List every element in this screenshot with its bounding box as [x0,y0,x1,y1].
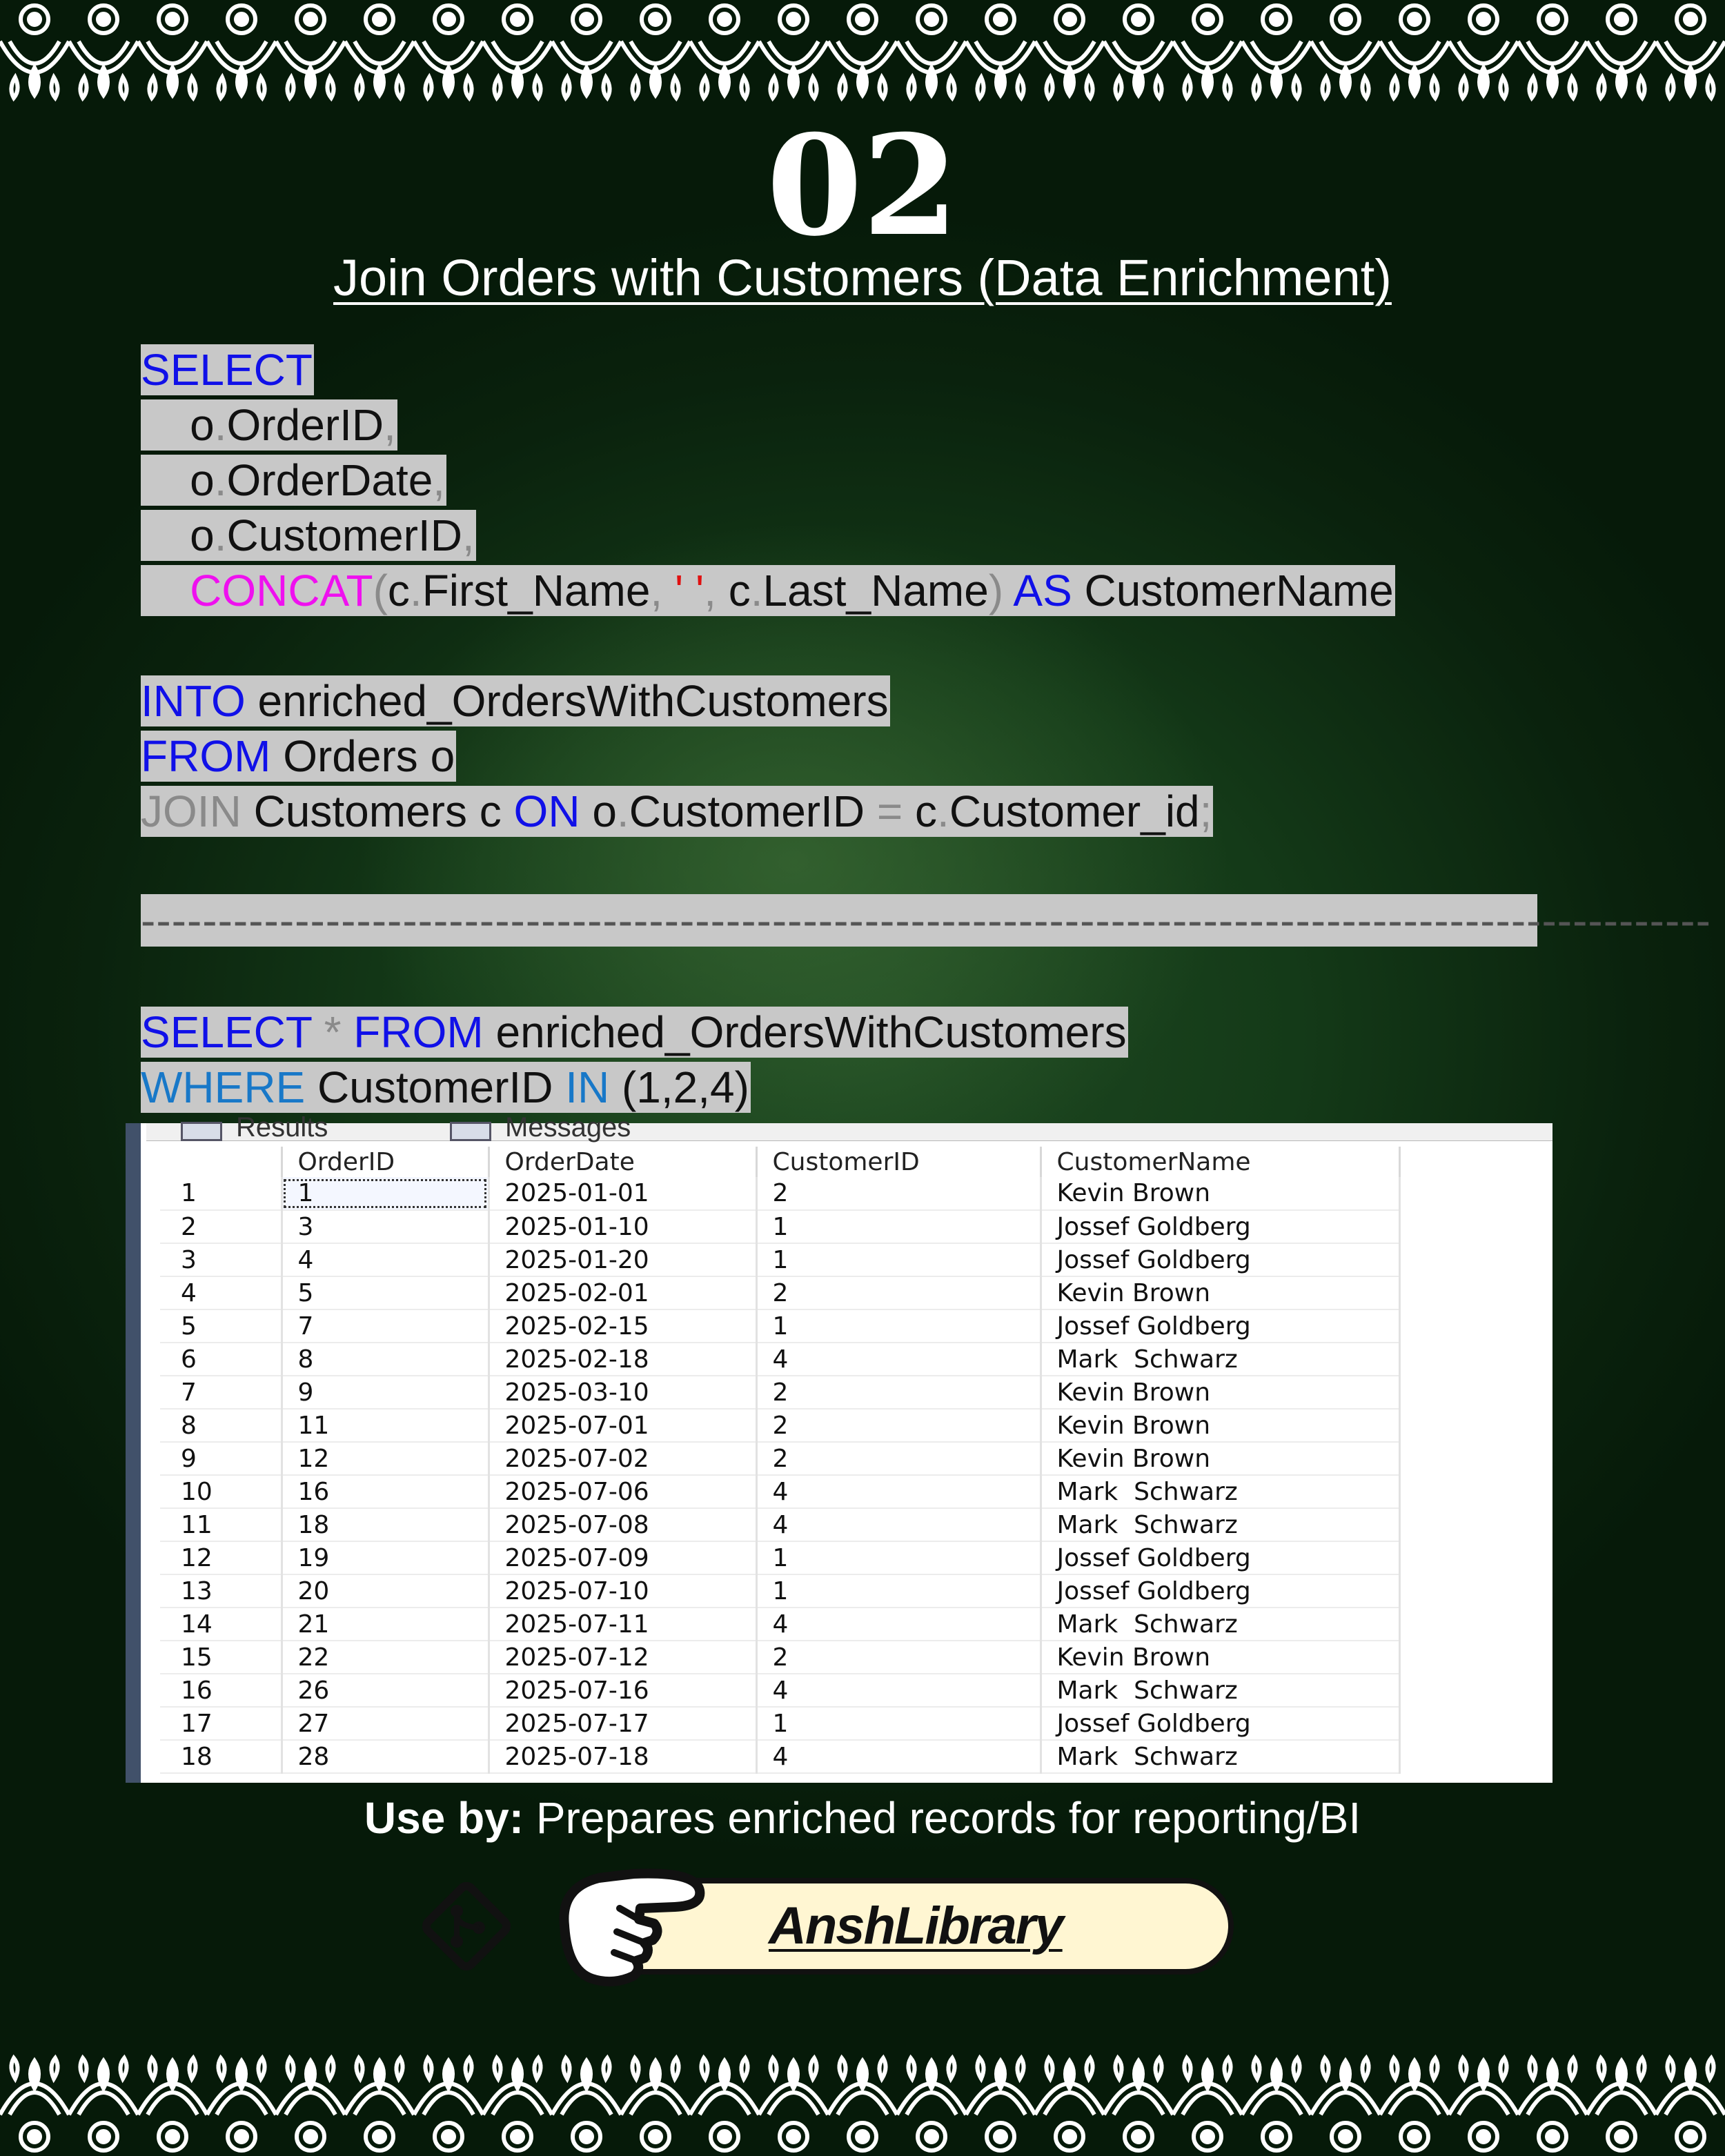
table-row[interactable] [160,1641,1399,1674]
cell-orderid[interactable]: 18 [282,1508,489,1541]
table-name: enriched_OrdersWithCustomers [483,1007,1127,1057]
cell-customername[interactable]: Mark Schwarz [1041,1674,1399,1707]
table-name: enriched_OrdersWithCustomers [245,676,889,726]
cell-rownum[interactable]: 3 [160,1243,282,1276]
code-line-9 [141,1005,1128,1060]
cell-customerid[interactable]: 2 [756,1177,1041,1210]
field-customerid: CustomerID [629,787,877,836]
alias-c: c [387,566,410,615]
brand-name[interactable]: AnshLibrary [769,1897,1063,1955]
column-header-orderid[interactable]: OrderID [282,1147,489,1177]
panel-left-bar [126,1123,141,1783]
usage-note [0,1792,1725,1843]
cell-customerid[interactable]: 4 [756,1508,1041,1541]
code-line-5: CONCAT(c.First_Name, ' ', c.Last_Name) AS CustomerName [141,563,1395,618]
field-orderdate: OrderDate [226,455,433,505]
keyword-from: FROM [141,731,271,781]
table-row[interactable] [160,1343,1399,1376]
cell-orderdate[interactable]: 2025-07-17 [489,1707,756,1740]
table-row[interactable] [160,1309,1399,1343]
cell-customerid[interactable]: 1 [756,1541,1041,1574]
keyword-select: SELECT [141,345,313,395]
cell-customername[interactable]: Mark Schwarz [1041,1508,1399,1541]
field-first-name: First_Name [422,566,651,615]
code-line-4: o.CustomerID, [141,511,475,560]
cell-orderdate[interactable]: 2025-07-12 [489,1641,756,1674]
in-values: (1,2,4) [609,1062,749,1112]
tab-messages-label: Messages [505,1112,631,1143]
cell-orderid[interactable]: 7 [282,1309,489,1343]
cell-customername[interactable]: Kevin Brown [1041,1276,1399,1309]
table-row[interactable] [160,1674,1399,1707]
table-row[interactable] [160,1409,1399,1442]
cell-rownum[interactable]: 15 [160,1641,282,1674]
table-row[interactable] [160,1608,1399,1641]
results-table [160,1147,1401,1774]
code-line-10 [141,1060,1128,1115]
alias-o: o [141,400,215,450]
table-orders: Orders o [270,731,455,781]
column-header-rownum [160,1147,282,1177]
cell-customername[interactable]: Kevin Brown [1041,1376,1399,1409]
indent [141,566,190,615]
alias-c: c [903,787,938,836]
alias-c: c [728,566,751,615]
table-row[interactable] [160,1740,1399,1773]
field-orderid: OrderID [226,400,384,450]
cell-orderid[interactable]: 12 [282,1442,489,1475]
cell-customername[interactable]: Kevin Brown [1041,1409,1399,1442]
keyword-into: INTO [141,676,246,726]
tab-results[interactable] [181,1114,328,1141]
cell-customerid[interactable]: 4 [756,1674,1041,1707]
table-customers: Customers c [241,787,514,836]
cell-orderid[interactable]: 27 [282,1707,489,1740]
cell-orderdate[interactable]: 2025-01-20 [489,1243,756,1276]
table-row[interactable] [160,1243,1399,1276]
cell-orderid[interactable]: 9 [282,1376,489,1409]
cell-rownum[interactable]: 2 [160,1210,282,1243]
git-icon [411,1871,522,1981]
operator-equals: = [876,787,903,836]
column-customerid: CustomerID [305,1062,566,1112]
code-line-1 [141,342,1395,397]
grid-icon [181,1122,222,1141]
cell-rownum[interactable]: 13 [160,1574,282,1608]
cell-rownum[interactable]: 5 [160,1309,282,1343]
cell-customername[interactable]: Mark Schwarz [1041,1608,1399,1641]
cell-orderdate[interactable]: 2025-07-06 [489,1475,756,1508]
field-last-name: Last_Name [762,566,989,615]
cell-orderdate[interactable]: 2025-07-10 [489,1574,756,1608]
cell-customername[interactable]: Jossef Goldberg [1041,1210,1399,1243]
cell-customername[interactable]: Jossef Goldberg [1041,1707,1399,1740]
cell-orderdate[interactable]: 2025-01-10 [489,1210,756,1243]
column-header-customername[interactable]: CustomerName [1041,1147,1399,1177]
sql-query-block [141,1005,1128,1115]
cell-customerid[interactable]: 2 [756,1641,1041,1674]
table-row[interactable] [160,1574,1399,1608]
cell-customerid[interactable]: 2 [756,1376,1041,1409]
cell-customerid[interactable]: 2 [756,1276,1041,1309]
code-line-8: JOIN Customers c ON o.CustomerID = c.Customer_id; [141,787,1212,836]
string-space: ' ' [674,566,704,615]
cell-orderdate[interactable]: 2025-02-15 [489,1309,756,1343]
cell-orderdate[interactable]: 2025-07-18 [489,1740,756,1773]
alias-o: o [141,455,215,505]
tab-results-label: Results [236,1112,328,1143]
slide-number: 02 [766,105,959,267]
field-customerid: CustomerID [226,511,462,560]
column-header-customerid[interactable]: CustomerID [756,1147,1041,1177]
cell-rownum[interactable]: 6 [160,1343,282,1376]
keyword-on: ON [513,787,580,836]
field-customer-id: Customer_id [949,787,1200,836]
cell-orderdate[interactable]: 2025-07-16 [489,1674,756,1707]
column-header-orderdate[interactable]: OrderDate [489,1147,756,1177]
cell-orderid[interactable]: 21 [282,1608,489,1641]
cell-customerid[interactable]: 1 [756,1309,1041,1343]
cell-customerid[interactable]: 1 [756,1243,1041,1276]
messages-icon [450,1122,491,1141]
keyword-where: WHERE [141,1062,306,1112]
alias-o: o [580,787,617,836]
cell-orderid[interactable]: 26 [282,1674,489,1707]
cell-orderid[interactable]: 19 [282,1541,489,1574]
cell-orderid[interactable]: 5 [282,1276,489,1309]
cell-customerid[interactable]: 1 [756,1707,1041,1740]
cell-customername[interactable]: Jossef Goldberg [1041,1243,1399,1276]
lace-border-bottom [0,2025,1725,2156]
cell-rownum[interactable]: 7 [160,1376,282,1409]
table-row[interactable] [160,1276,1399,1309]
cell-orderdate[interactable]: 2025-07-02 [489,1442,756,1475]
cell-customername[interactable]: Kevin Brown [1041,1177,1399,1210]
code-line-7 [141,729,1395,784]
cell-rownum[interactable]: 11 [160,1508,282,1541]
cell-rownum[interactable]: 4 [160,1276,282,1309]
cell-customerid[interactable]: 4 [756,1608,1041,1641]
keyword-join: JOIN [141,787,241,836]
cell-customername[interactable]: Mark Schwarz [1041,1740,1399,1773]
keyword-as: AS [1013,566,1072,615]
cell-customername[interactable]: Jossef Goldberg [1041,1574,1399,1608]
cell-customername[interactable]: Mark Schwarz [1041,1475,1399,1508]
cell-orderdate[interactable]: 2025-07-08 [489,1508,756,1541]
keyword-in: IN [565,1062,610,1112]
cell-customerid[interactable]: 1 [756,1210,1041,1243]
cell-orderid[interactable]: 11 [282,1409,489,1442]
cell-rownum[interactable]: 16 [160,1674,282,1707]
table-row[interactable] [160,1475,1399,1508]
cell-customername[interactable]: Jossef Goldberg [1041,1541,1399,1574]
cell-customername[interactable]: Kevin Brown [1041,1442,1399,1475]
cell-customerid[interactable]: 1 [756,1574,1041,1608]
cell-customername[interactable]: Kevin Brown [1041,1641,1399,1674]
slide-title: Join Orders with Customers (Data Enrichment) [333,249,1392,306]
keyword-from: FROM [353,1007,484,1057]
cell-customerid[interactable]: 4 [756,1343,1041,1376]
table-row[interactable] [160,1508,1399,1541]
table-header-row [160,1147,1399,1177]
cell-orderdate[interactable]: 2025-01-01 [489,1177,756,1210]
code-line-2: o.OrderID, [141,400,396,450]
cell-rownum[interactable]: 14 [160,1608,282,1641]
table-row[interactable] [160,1541,1399,1574]
cell-customername[interactable]: Mark Schwarz [1041,1343,1399,1376]
cell-orderid[interactable]: 16 [282,1475,489,1508]
cell-orderid[interactable]: 28 [282,1740,489,1773]
cell-orderdate[interactable]: 2025-02-18 [489,1343,756,1376]
results-grid-panel [126,1112,1552,1783]
table-row[interactable] [160,1177,1399,1210]
cell-customername[interactable]: Jossef Goldberg [1041,1309,1399,1343]
cell-rownum[interactable]: 12 [160,1541,282,1574]
tab-messages[interactable] [450,1114,631,1141]
table-row[interactable] [160,1442,1399,1475]
cell-orderdate[interactable]: 2025-07-09 [489,1541,756,1574]
cell-customerid[interactable]: 2 [756,1409,1041,1442]
pointing-hand-icon [551,1860,709,1991]
sql-code-block [141,342,1395,839]
table-row[interactable] [160,1376,1399,1409]
code-line-3: o.OrderDate, [141,455,446,505]
cell-rownum[interactable]: 17 [160,1707,282,1740]
operator-star: * [311,1007,354,1057]
cell-customerid[interactable]: 4 [756,1475,1041,1508]
cell-customerid[interactable]: 4 [756,1740,1041,1773]
usage-text: Prepares enriched records for reporting/BI [524,1793,1361,1843]
alias-customername: CustomerName [1084,566,1394,615]
cell-customerid[interactable]: 2 [756,1442,1041,1475]
table-row[interactable] [160,1707,1399,1740]
function-concat: CONCAT [190,566,373,615]
cell-orderdate[interactable]: 2025-07-01 [489,1409,756,1442]
cell-rownum[interactable]: 10 [160,1475,282,1508]
cell-orderid[interactable]: 22 [282,1641,489,1674]
cell-orderid[interactable]: 3 [282,1210,489,1243]
separator-line: ------------------------------------------------------------------------------------------------------ [141,896,1711,945]
cell-orderdate[interactable]: 2025-07-11 [489,1608,756,1641]
table-row[interactable] [160,1210,1399,1243]
cell-orderid[interactable]: 8 [282,1343,489,1376]
cell-orderid[interactable]: 20 [282,1574,489,1608]
cell-orderid[interactable]: 4 [282,1243,489,1276]
results-tabs [146,1112,1552,1143]
cell-rownum[interactable]: 18 [160,1740,282,1773]
cell-rownum[interactable]: 9 [160,1442,282,1475]
cell-orderid[interactable]: 1 [282,1177,489,1210]
code-line-6 [141,673,1395,729]
alias-o: o [141,511,215,560]
cell-rownum[interactable]: 1 [160,1177,282,1210]
cell-rownum[interactable]: 8 [160,1409,282,1442]
usage-label: Use by: [364,1793,524,1843]
cell-orderdate[interactable]: 2025-02-01 [489,1276,756,1309]
keyword-select: SELECT [141,1007,312,1057]
cell-orderdate[interactable]: 2025-03-10 [489,1376,756,1409]
